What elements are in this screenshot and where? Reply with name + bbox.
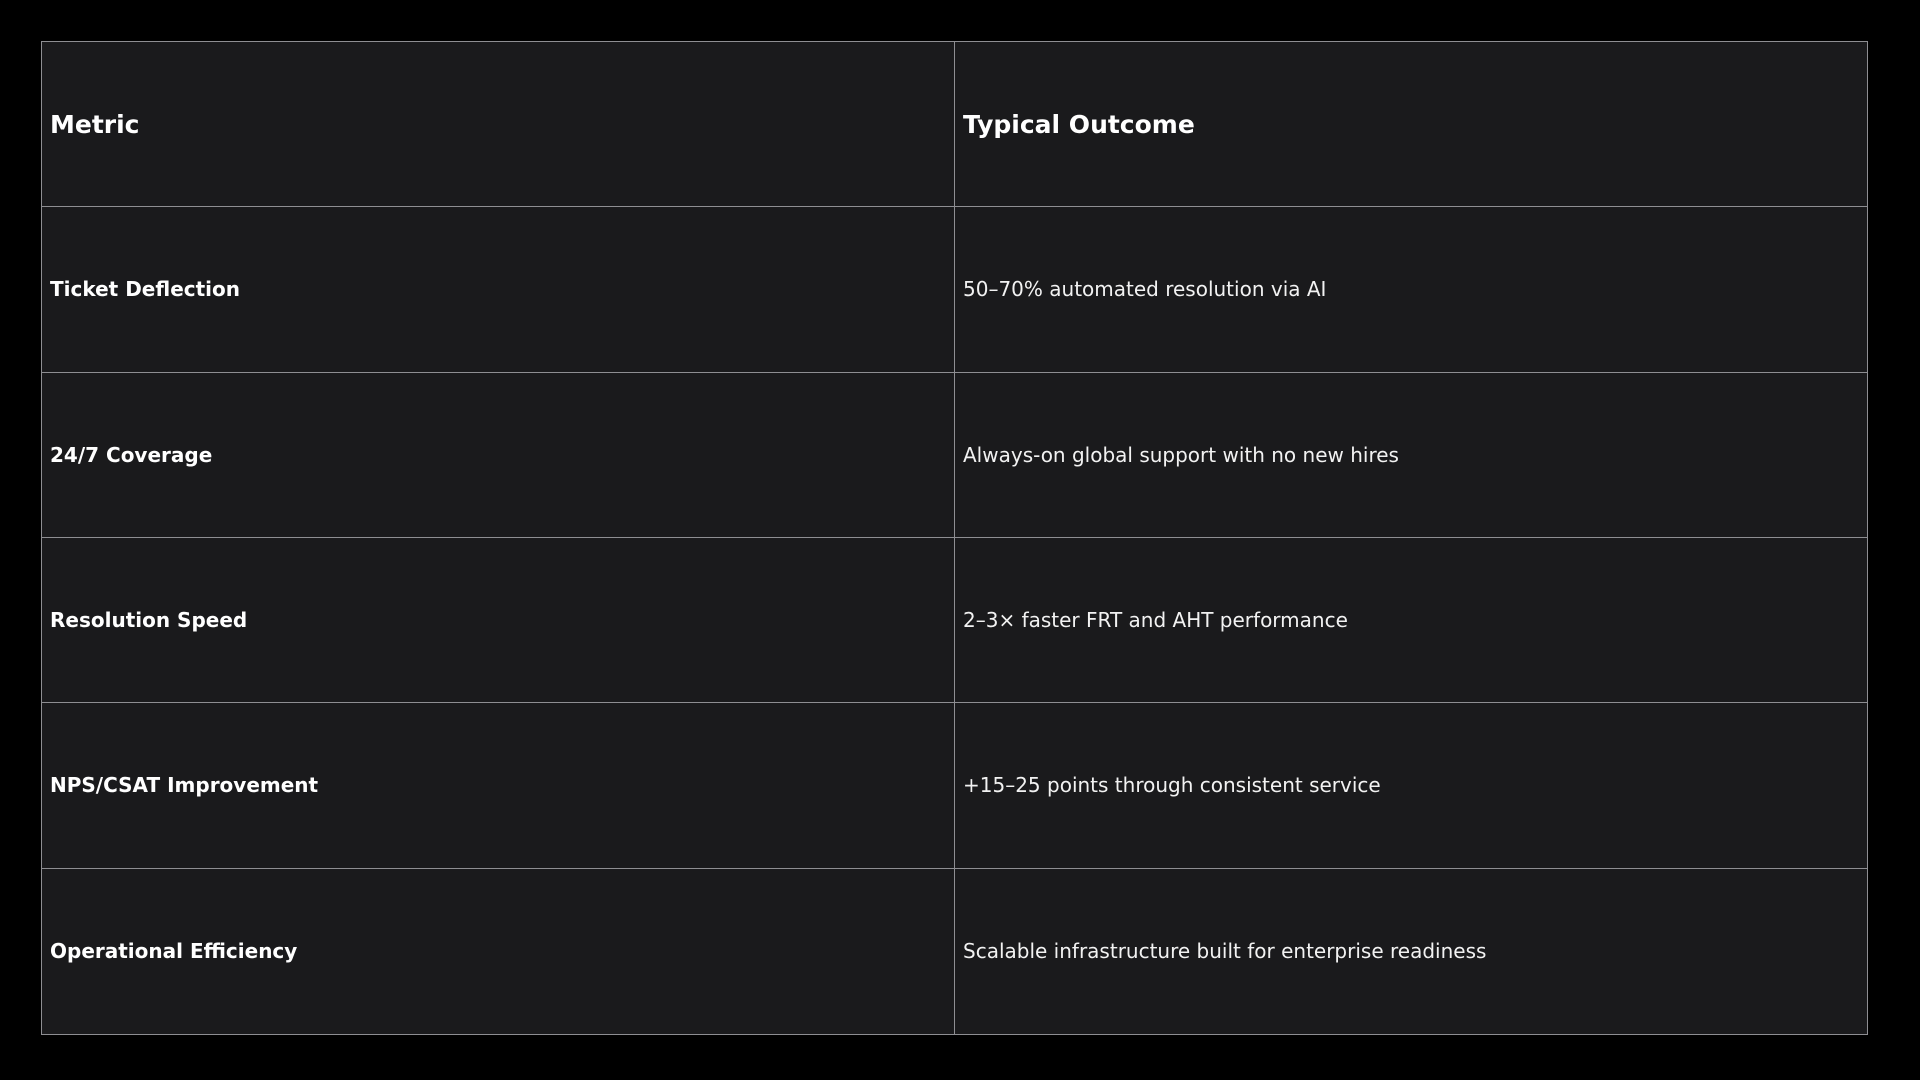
outcome-cell: Scalable infrastructure built for enterprise readiness (963, 939, 1487, 964)
outcome-cell: 50–70% automated resolution via AI (955, 207, 1867, 372)
metric-cell: Ticket Deflection (42, 207, 955, 372)
outcome-cell: +15–25 points through consistent service (955, 703, 1867, 868)
outcome-cell: 2–3× faster FRT and AHT performance (955, 538, 1867, 703)
outcome-cell: Always-on global support with no new hires (955, 373, 1867, 538)
metric-cell: Operational Efficiency (42, 869, 955, 1034)
metric-cell: NPS/CSAT Improvement (42, 703, 955, 868)
header-typical-outcome: Typical Outcome (955, 42, 1867, 207)
metrics-table (41, 41, 1868, 1035)
header-metric: Metric (42, 42, 955, 207)
metric-cell: Resolution Speed (42, 538, 955, 703)
metric-cell: 24/7 Coverage (42, 373, 955, 538)
